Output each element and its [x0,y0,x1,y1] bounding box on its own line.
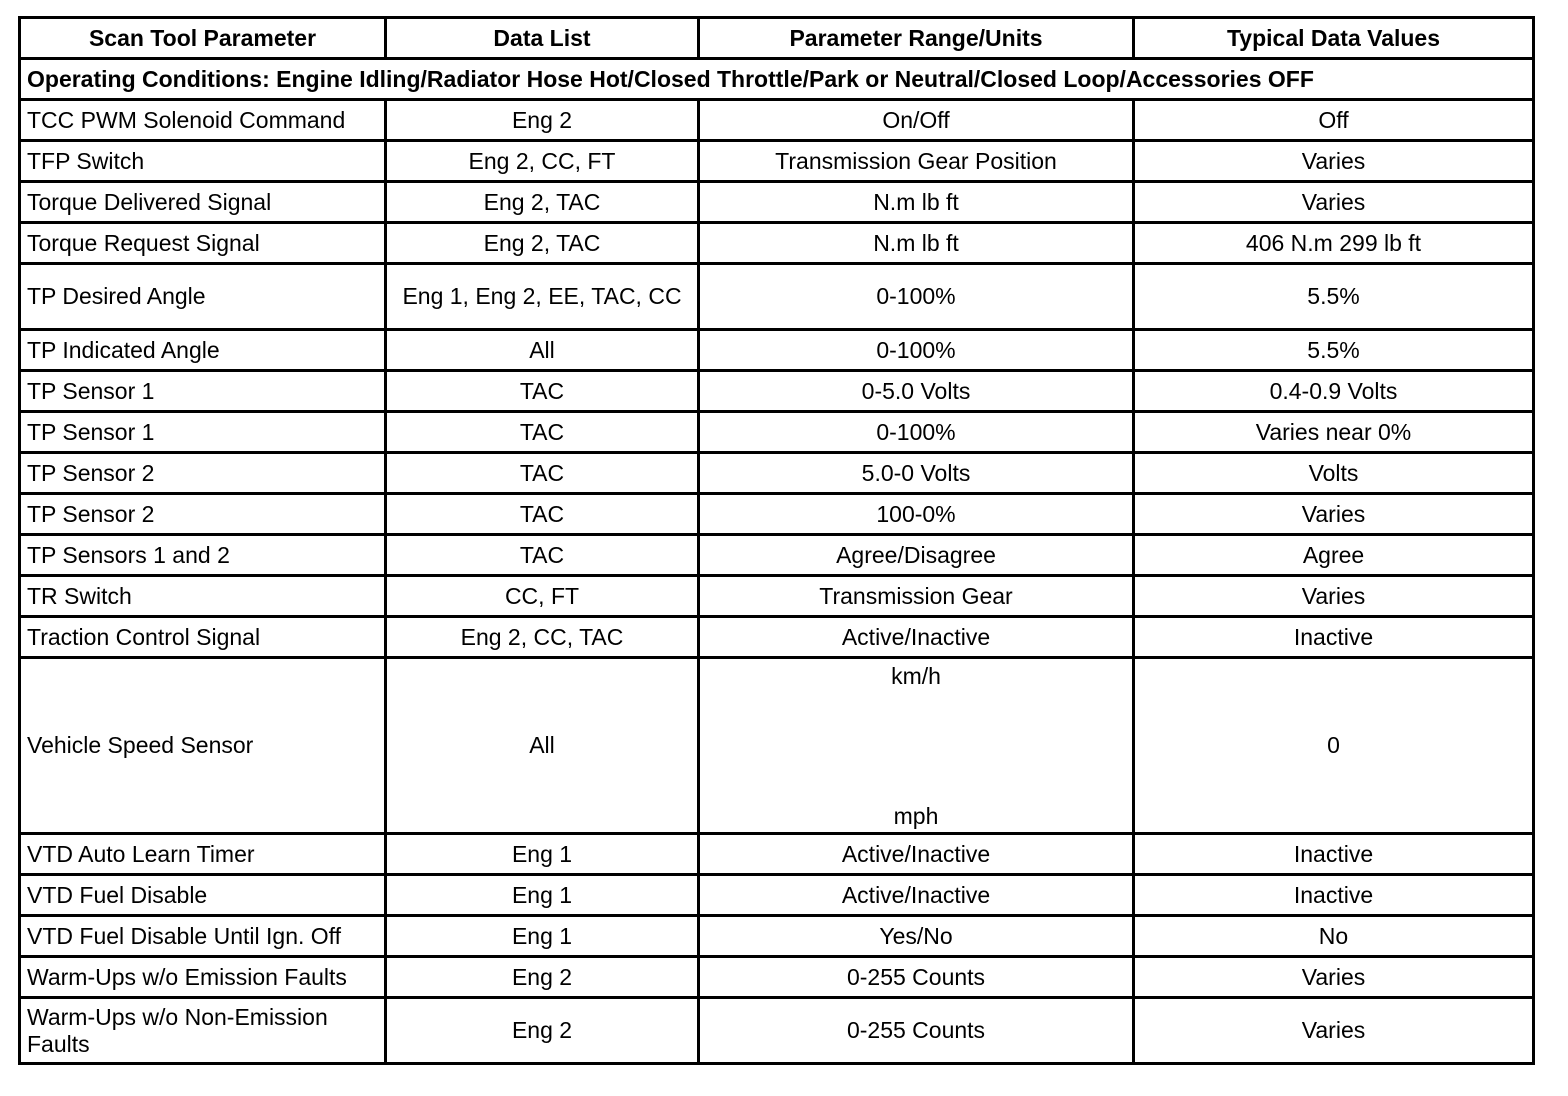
typical-value-cell: Off [1134,100,1534,141]
parameter-range-cell: 0-100% [699,264,1134,330]
parameter-range-cell: 0-100% [699,330,1134,371]
scan-tool-parameter-cell: TCC PWM Solenoid Command [20,100,386,141]
operating-conditions: Operating Conditions: Engine Idling/Radiator Hose Hot/Closed Throttle/Park or Neutral/Closed Loop/Accessories OFF [20,59,1534,100]
typical-value-cell: Inactive [1134,834,1534,875]
table-row [20,535,1534,576]
scan-tool-parameter-cell: VTD Fuel Disable [20,875,386,916]
table-row [20,658,1534,834]
data-list-cell: TAC [386,453,699,494]
data-list-cell: Eng 1 [386,916,699,957]
scan-tool-parameter-cell: TP Sensor 1 [20,371,386,412]
data-list-cell: Eng 1 [386,875,699,916]
scan-tool-parameter-cell: VTD Auto Learn Timer [20,834,386,875]
scan-tool-parameter-cell: Traction Control Signal [20,617,386,658]
parameter-range-cell [699,658,1134,834]
data-list-cell: Eng 2, TAC [386,182,699,223]
parameter-range-cell: Active/Inactive [699,617,1134,658]
operating-conditions-row [20,59,1534,100]
table-row [20,182,1534,223]
table-row [20,998,1534,1064]
header-row [20,18,1534,59]
typical-value-cell: Volts [1134,453,1534,494]
data-list-cell: CC, FT [386,576,699,617]
header-parameter-range-units: Parameter Range/Units [699,18,1134,59]
parameter-range-cell: N.m lb ft [699,182,1134,223]
parameter-range-cell: 0-100% [699,412,1134,453]
data-list-cell: Eng 2, CC, FT [386,141,699,182]
table-row [20,371,1534,412]
scan-tool-parameter-cell: Warm-Ups w/o Emission Faults [20,957,386,998]
data-list-cell: Eng 1, Eng 2, EE, TAC, CC [386,264,699,330]
scan-tool-parameter-cell: TP Desired Angle [20,264,386,330]
scan-tool-parameter-cell: TP Sensors 1 and 2 [20,535,386,576]
typical-value-cell: 5.5% [1134,264,1534,330]
header-scan-tool-parameter: Scan Tool Parameter [20,18,386,59]
parameter-range-cell: Transmission Gear [699,576,1134,617]
typical-value-cell: Varies [1134,998,1534,1064]
data-list-cell: Eng 2 [386,998,699,1064]
scan-tool-parameter-cell: TR Switch [20,576,386,617]
parameter-range-cell: Transmission Gear Position [699,141,1134,182]
scan-tool-parameter-cell: Torque Request Signal [20,223,386,264]
parameter-range-bottom: mph [893,803,939,829]
header-typical-data-values: Typical Data Values [1134,18,1534,59]
typical-value-cell: Varies [1134,182,1534,223]
table-row [20,264,1534,330]
scan-tool-parameter-cell: TP Indicated Angle [20,330,386,371]
data-list-cell: Eng 2 [386,100,699,141]
data-list-cell: TAC [386,371,699,412]
typical-value-cell: Agree [1134,535,1534,576]
table-row [20,141,1534,182]
typical-value-cell: Varies [1134,957,1534,998]
scan-tool-parameter-cell: TP Sensor 1 [20,412,386,453]
data-list-cell: All [386,330,699,371]
data-list-cell: TAC [386,535,699,576]
parameter-range-cell: 100-0% [699,494,1134,535]
table-row [20,412,1534,453]
scan-tool-data-table [18,16,1535,1065]
data-list-cell: Eng 2, CC, TAC [386,617,699,658]
scan-tool-parameter-cell: Torque Delivered Signal [20,182,386,223]
parameter-range-cell: Active/Inactive [699,875,1134,916]
typical-value-cell: Varies near 0% [1134,412,1534,453]
parameter-range-cell: N.m lb ft [699,223,1134,264]
table-row [20,330,1534,371]
table-row [20,834,1534,875]
parameter-range-cell: Agree/Disagree [699,535,1134,576]
table-row [20,576,1534,617]
data-list-cell: All [386,658,699,834]
parameter-range-cell: Active/Inactive [699,834,1134,875]
typical-value-cell: Varies [1134,494,1534,535]
scan-tool-parameter-cell: Vehicle Speed Sensor [20,658,386,834]
typical-value-cell: Inactive [1134,875,1534,916]
data-list-cell: Eng 2 [386,957,699,998]
table-row [20,916,1534,957]
scan-tool-parameter-cell: TP Sensor 2 [20,494,386,535]
data-list-cell: Eng 2, TAC [386,223,699,264]
data-list-cell: TAC [386,494,699,535]
scan-tool-parameter-cell: TP Sensor 2 [20,453,386,494]
typical-value-cell: No [1134,916,1534,957]
parameter-range-cell: On/Off [699,100,1134,141]
parameter-range-cell: 0-5.0 Volts [699,371,1134,412]
table-row [20,957,1534,998]
parameter-range-units-stack [706,659,1126,832]
table-row [20,617,1534,658]
data-list-cell: TAC [386,412,699,453]
table-row [20,453,1534,494]
scan-tool-parameter-cell: Warm-Ups w/o Non-Emission Faults [20,998,386,1064]
typical-value-cell: Varies [1134,141,1534,182]
table-row [20,223,1534,264]
data-list-cell: Eng 1 [386,834,699,875]
typical-value-cell: Inactive [1134,617,1534,658]
typical-value-cell: 406 N.m 299 lb ft [1134,223,1534,264]
typical-value-cell: 5.5% [1134,330,1534,371]
header-data-list: Data List [386,18,699,59]
typical-value-cell: 0 [1134,658,1534,834]
parameter-range-cell: 5.0-0 Volts [699,453,1134,494]
parameter-range-top: km/h [891,663,941,689]
table-row [20,494,1534,535]
typical-value-cell: 0.4-0.9 Volts [1134,371,1534,412]
table-row [20,100,1534,141]
scan-tool-parameter-cell: VTD Fuel Disable Until Ign. Off [20,916,386,957]
scan-tool-parameter-cell: TFP Switch [20,141,386,182]
table-row [20,875,1534,916]
parameter-range-cell: 0-255 Counts [699,998,1134,1064]
parameter-range-cell: Yes/No [699,916,1134,957]
typical-value-cell: Varies [1134,576,1534,617]
parameter-range-cell: 0-255 Counts [699,957,1134,998]
